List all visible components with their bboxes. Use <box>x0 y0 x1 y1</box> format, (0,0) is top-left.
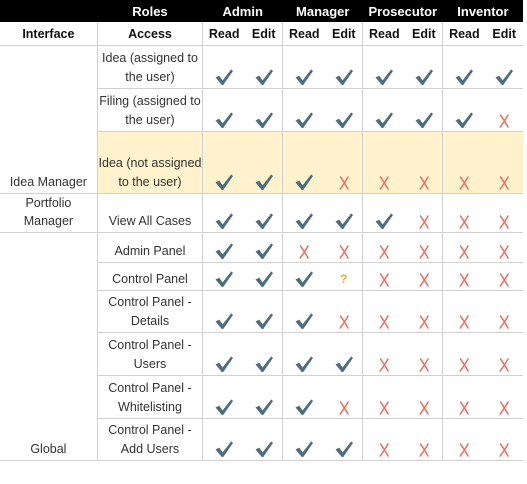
inventor-edit-cell <box>485 419 523 461</box>
admin-read-cell <box>203 376 246 419</box>
inventor-read-cell <box>443 46 486 89</box>
manager-read-cell <box>283 291 326 333</box>
cross-icon <box>454 311 474 331</box>
admin-read-cell <box>203 263 246 291</box>
prosecutor-edit-cell <box>405 263 443 291</box>
table-row <box>0 233 523 263</box>
check-icon <box>334 439 354 459</box>
manager-read-cell <box>283 132 326 194</box>
admin-read-cell <box>203 46 246 89</box>
admin-read-cell <box>203 132 246 194</box>
check-icon <box>254 311 274 331</box>
prosecutor-read-cell <box>363 89 406 132</box>
interface-cell: Global <box>0 233 97 461</box>
manager-read-cell <box>283 419 326 461</box>
cross-icon <box>334 241 354 261</box>
cross-icon <box>454 439 474 459</box>
cross-icon <box>494 211 514 231</box>
admin-edit-cell <box>245 333 283 376</box>
cross-icon <box>414 211 434 231</box>
interface-column-header: Interface <box>0 22 97 46</box>
cross-icon <box>414 311 434 331</box>
manager-read-cell <box>283 376 326 419</box>
check-icon <box>374 110 394 130</box>
check-icon <box>414 67 434 87</box>
admin-read-header: Read <box>203 22 246 46</box>
inventor-edit-cell <box>485 291 523 333</box>
manager-read-cell <box>283 333 326 376</box>
cross-icon <box>494 110 514 130</box>
admin-read-cell <box>203 233 246 263</box>
admin-edit-cell <box>245 46 283 89</box>
role-header-manager: Manager <box>283 0 363 22</box>
column-header-row <box>0 22 523 46</box>
check-icon <box>214 311 234 331</box>
check-icon <box>254 110 274 130</box>
cross-icon <box>374 397 394 417</box>
cross-icon <box>334 397 354 417</box>
table-row <box>0 46 523 89</box>
admin-edit-cell <box>245 89 283 132</box>
cross-icon <box>494 311 514 331</box>
check-icon <box>294 211 314 231</box>
cross-icon <box>414 439 434 459</box>
admin-read-cell <box>203 333 246 376</box>
prosecutor-edit-cell <box>405 132 443 194</box>
prosecutor-read-cell <box>363 376 406 419</box>
manager-edit-cell <box>325 291 362 333</box>
interface-cell: Portfolio Manager <box>0 194 97 233</box>
prosecutor-edit-cell <box>405 419 443 461</box>
inventor-read-cell <box>443 263 486 291</box>
manager-edit-cell <box>325 419 362 461</box>
access-cell: Control Panel - Add Users <box>97 419 202 461</box>
cross-icon <box>494 172 514 192</box>
admin-read-cell <box>203 419 246 461</box>
inventor-read-cell <box>443 89 486 132</box>
check-icon <box>254 241 274 261</box>
access-cell: Idea (not assigned to the user) <box>97 132 202 194</box>
inventor-edit-cell <box>485 376 523 419</box>
manager-edit-cell <box>325 89 362 132</box>
check-icon <box>294 439 314 459</box>
check-icon <box>334 354 354 374</box>
check-icon <box>374 67 394 87</box>
prosecutor-read-cell <box>363 46 406 89</box>
prosecutor-read-cell <box>363 132 406 194</box>
cross-icon <box>374 354 394 374</box>
admin-read-cell <box>203 194 246 233</box>
cross-icon <box>414 269 434 289</box>
check-icon <box>214 211 234 231</box>
cross-icon <box>494 241 514 261</box>
cross-icon <box>334 311 354 331</box>
check-icon <box>294 172 314 192</box>
cross-icon <box>454 241 474 261</box>
access-cell: Control Panel - Users <box>97 333 202 376</box>
inventor-edit-cell <box>485 89 523 132</box>
check-icon <box>454 67 474 87</box>
manager-edit-cell <box>325 263 362 291</box>
cross-icon <box>454 211 474 231</box>
inventor-read-cell <box>443 376 486 419</box>
manager-read-cell <box>283 46 326 89</box>
check-icon <box>254 269 274 289</box>
prosecutor-edit-cell <box>405 89 443 132</box>
question-mark-icon: ? <box>340 272 348 286</box>
manager-edit-cell <box>325 233 362 263</box>
prosecutor-read-cell <box>363 263 406 291</box>
admin-edit-cell <box>245 132 283 194</box>
manager-edit-cell <box>325 376 362 419</box>
interface-cell: Idea Manager <box>0 46 97 194</box>
prosecutor-edit-cell <box>405 233 443 263</box>
role-header-inventor: Inventor <box>443 0 523 22</box>
manager-read-cell <box>283 194 326 233</box>
permissions-body <box>0 46 523 461</box>
prosecutor-edit-cell <box>405 194 443 233</box>
roles-header-row <box>0 0 523 22</box>
cross-icon <box>414 241 434 261</box>
inventor-read-cell <box>443 419 486 461</box>
inventor-edit-header: Edit <box>485 22 523 46</box>
access-cell: Admin Panel <box>97 233 202 263</box>
role-header-admin: Admin <box>203 0 283 22</box>
check-icon <box>214 172 234 192</box>
prosecutor-read-cell <box>363 233 406 263</box>
manager-edit-header: Edit <box>325 22 362 46</box>
cross-icon <box>334 172 354 192</box>
cross-icon <box>454 397 474 417</box>
prosecutor-edit-cell <box>405 291 443 333</box>
admin-edit-cell <box>245 291 283 333</box>
check-icon <box>294 67 314 87</box>
check-icon <box>294 354 314 374</box>
check-icon <box>214 67 234 87</box>
check-icon <box>214 241 234 261</box>
inventor-read-cell <box>443 132 486 194</box>
cross-icon <box>374 172 394 192</box>
manager-read-cell <box>283 89 326 132</box>
inventor-read-header: Read <box>443 22 486 46</box>
check-icon <box>294 311 314 331</box>
cross-icon <box>374 269 394 289</box>
manager-edit-cell <box>325 132 362 194</box>
admin-edit-cell <box>245 419 283 461</box>
blank-header-cell <box>0 0 97 22</box>
inventor-read-cell <box>443 194 486 233</box>
check-icon <box>254 67 274 87</box>
prosecutor-read-cell <box>363 291 406 333</box>
check-icon <box>334 211 354 231</box>
admin-edit-cell <box>245 376 283 419</box>
admin-edit-cell <box>245 194 283 233</box>
cross-icon <box>494 439 514 459</box>
role-header-prosecutor: Prosecutor <box>363 0 443 22</box>
admin-read-cell <box>203 291 246 333</box>
check-icon <box>254 211 274 231</box>
access-cell: Control Panel <box>97 263 202 291</box>
cross-icon <box>494 354 514 374</box>
manager-edit-cell <box>325 46 362 89</box>
roles-label: Roles <box>97 0 202 22</box>
check-icon <box>254 172 274 192</box>
inventor-edit-cell <box>485 46 523 89</box>
check-icon <box>334 67 354 87</box>
check-icon <box>254 397 274 417</box>
cross-icon <box>294 241 314 261</box>
check-icon <box>214 354 234 374</box>
access-cell: Filing (assigned to the user) <box>97 89 202 132</box>
check-icon <box>454 110 474 130</box>
prosecutor-read-cell <box>363 419 406 461</box>
check-icon <box>214 397 234 417</box>
manager-read-cell <box>283 233 326 263</box>
check-icon <box>294 110 314 130</box>
cross-icon <box>414 172 434 192</box>
cross-icon <box>374 241 394 261</box>
manager-edit-cell <box>325 194 362 233</box>
cross-icon <box>414 397 434 417</box>
check-icon <box>494 67 514 87</box>
inventor-edit-cell <box>485 263 523 291</box>
prosecutor-read-header: Read <box>363 22 406 46</box>
inventor-edit-cell <box>485 333 523 376</box>
access-cell: Idea (assigned to the user) <box>97 46 202 89</box>
check-icon <box>214 110 234 130</box>
inventor-edit-cell <box>485 194 523 233</box>
cross-icon <box>454 269 474 289</box>
prosecutor-edit-cell <box>405 333 443 376</box>
cross-icon <box>374 311 394 331</box>
cross-icon <box>414 354 434 374</box>
inventor-edit-cell <box>485 233 523 263</box>
admin-edit-cell <box>245 263 283 291</box>
check-icon <box>334 110 354 130</box>
admin-edit-header: Edit <box>245 22 283 46</box>
prosecutor-edit-header: Edit <box>405 22 443 46</box>
cross-icon <box>374 439 394 459</box>
inventor-read-cell <box>443 233 486 263</box>
check-icon <box>374 211 394 231</box>
access-column-header: Access <box>97 22 202 46</box>
manager-read-header: Read <box>283 22 326 46</box>
cross-icon <box>494 269 514 289</box>
cross-icon <box>454 172 474 192</box>
prosecutor-read-cell <box>363 194 406 233</box>
admin-read-cell <box>203 89 246 132</box>
check-icon <box>214 439 234 459</box>
cross-icon <box>494 397 514 417</box>
check-icon <box>294 269 314 289</box>
cross-icon <box>454 354 474 374</box>
access-cell: Control Panel - Details <box>97 291 202 333</box>
prosecutor-edit-cell <box>405 46 443 89</box>
check-icon <box>254 354 274 374</box>
check-icon <box>414 110 434 130</box>
inventor-read-cell <box>443 333 486 376</box>
inventor-read-cell <box>443 291 486 333</box>
access-cell: View All Cases <box>97 194 202 233</box>
inventor-edit-cell <box>485 132 523 194</box>
table-row <box>0 194 523 233</box>
manager-edit-cell <box>325 333 362 376</box>
manager-read-cell <box>283 263 326 291</box>
prosecutor-read-cell <box>363 333 406 376</box>
check-icon <box>294 397 314 417</box>
prosecutor-edit-cell <box>405 376 443 419</box>
admin-edit-cell <box>245 233 283 263</box>
check-icon <box>214 269 234 289</box>
check-icon <box>254 439 274 459</box>
access-cell: Control Panel - Whitelisting <box>97 376 202 419</box>
